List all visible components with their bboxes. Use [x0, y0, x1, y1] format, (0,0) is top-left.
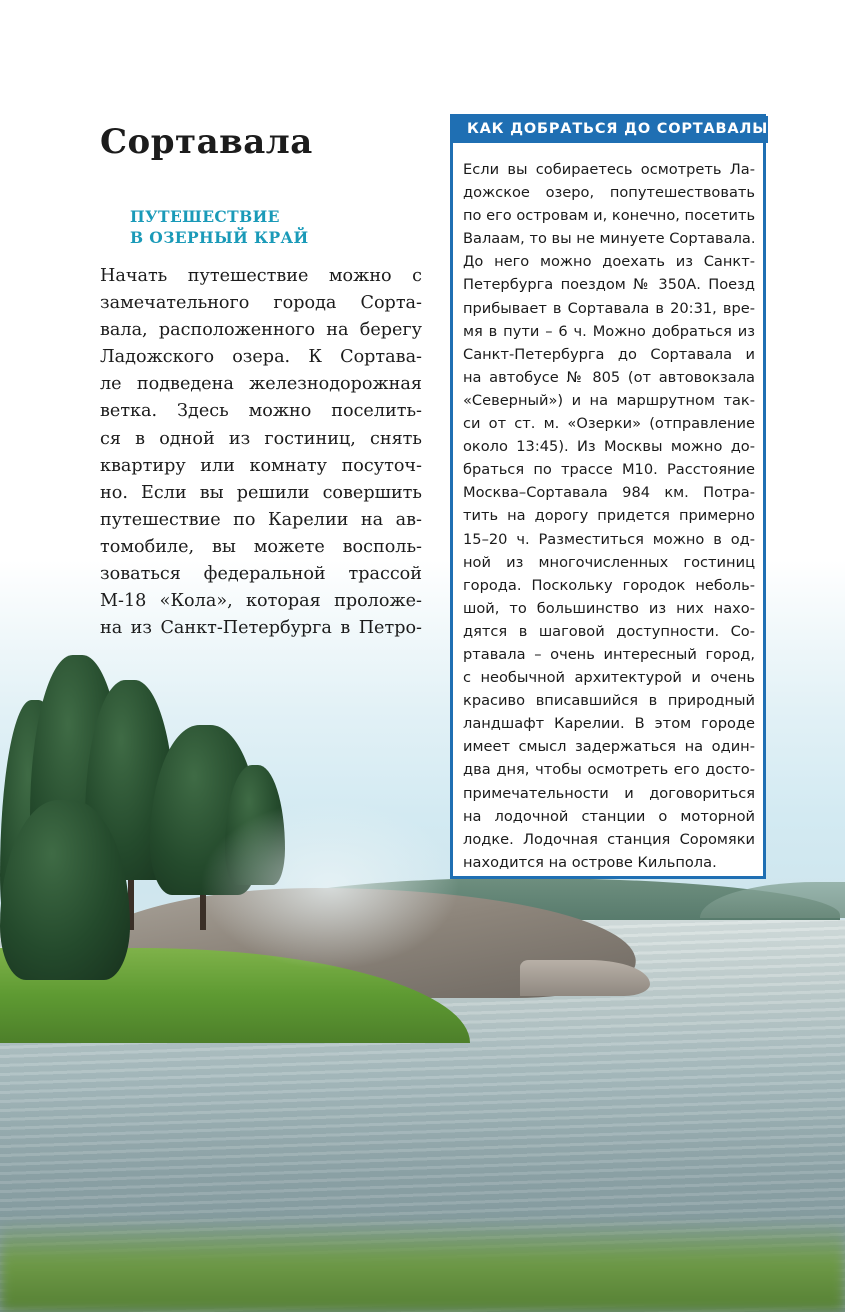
sidebar-line: Петербурга поездом № 350А. Поезд: [463, 276, 755, 294]
sidebar-line: дятся в шаговой доступности. Со-: [463, 622, 755, 640]
sidebar-line: по его островам и, конечно, посетить: [463, 207, 756, 225]
subtitle-line: ПУТЕШЕСТВИЕ: [130, 207, 280, 226]
body-line: ветка. Здесь можно поселить-: [100, 401, 422, 422]
sidebar-line: лодке. Лодочная станция Соромяки: [463, 830, 755, 848]
sidebar-line: браться по трассе М10. Расстояние: [463, 461, 755, 479]
sidebar-line: прибывает в Сортавала в 20:31, вре-: [463, 299, 755, 317]
sidebar-line: дожское озеро, попутешествовать: [463, 184, 755, 202]
sidebar-line: ной из многочисленных гостиниц: [463, 553, 755, 571]
body-line: М-18 «Кола», которая проложе-: [100, 591, 422, 612]
sidebar-line: Валаам, то вы не минуете Сортавала.: [463, 230, 756, 248]
sidebar-body: [463, 158, 755, 874]
sidebar-line: два дня, чтобы осмотреть его досто-: [463, 761, 755, 779]
body-line: Начать путешествие можно с: [100, 266, 422, 286]
sidebar-line: красиво вписавшийся в природный: [463, 692, 755, 710]
sidebar-line: Москва–Сортавала 984 км. Потра-: [463, 484, 755, 502]
sidebar-line: на автобусе № 805 (от автовокзала: [463, 368, 755, 386]
sidebar-line: «Северный») и на маршрутном так-: [463, 391, 755, 409]
sidebar-header: КАК ДОБРАТЬСЯ ДО СОРТАВАЛЫ: [453, 116, 768, 143]
sidebar-line: До него можно доехать из Санкт-: [463, 253, 755, 271]
sidebar-line: Если вы собираетесь осмотреть Ла-: [463, 161, 755, 178]
body-line: путешествие по Карелии на ав-: [100, 509, 422, 530]
photo-mist: [200, 800, 460, 970]
sidebar-line: города. Поскольку городок неболь-: [463, 576, 755, 594]
article-body: [100, 263, 422, 642]
subtitle-line: В ОЗЕРНЫЙ КРАЙ: [130, 228, 309, 247]
photo-rock-tip: [520, 960, 650, 996]
sidebar-line: около 13:45). Из Москвы можно до-: [463, 438, 755, 456]
sidebar-line: ртавала – очень интересный город,: [463, 645, 755, 663]
sidebar-line: ландшафт Карелии. В этом городе: [463, 715, 755, 733]
body-line: замечательного города Сорта-: [100, 293, 422, 314]
photo-foreground-grass: [0, 1220, 845, 1312]
section-subtitle: [130, 206, 390, 248]
body-line: на из Санкт-Петербурга в Петро-: [100, 618, 422, 639]
sidebar-line: с необычной архитектурой и очень: [463, 669, 755, 687]
sidebar-line: имеет смысл задержаться на один-: [463, 738, 755, 756]
body-line: квартиру или комнату посуточ-: [100, 455, 422, 476]
body-line: Ладожского озера. К Сортава-: [100, 347, 422, 368]
sidebar-line: находится на острове Кильпола.: [463, 853, 717, 871]
body-line: ле подведена железнодорожная: [100, 374, 422, 395]
sidebar-line: тить на дорогу придется примерно: [463, 507, 755, 525]
body-line: томобиле, вы можете восполь-: [100, 536, 422, 557]
body-line: но. Если вы решили совершить: [100, 482, 422, 503]
sidebar-line: шой, то большинство из них нахо-: [463, 599, 755, 617]
sidebar-line: си от ст. м. «Озерки» (отправление: [463, 415, 755, 433]
sidebar-line: на лодочной станции о моторной: [463, 807, 755, 825]
sidebar-line: 15–20 ч. Разместиться можно в од-: [463, 530, 755, 548]
page-title: Сортавала: [100, 122, 313, 162]
body-line: вала, расположенного на берегу: [100, 320, 422, 341]
sidebar-line: примечательности и договориться: [463, 784, 755, 802]
sidebar-line: мя в пути – 6 ч. Можно добраться из: [463, 322, 755, 340]
sidebar-line: Санкт-Петербурга до Сортавала и: [463, 345, 755, 363]
body-line: ся в одной из гостиниц, снять: [100, 428, 422, 449]
body-line: зоваться федеральной трассой: [100, 564, 422, 585]
